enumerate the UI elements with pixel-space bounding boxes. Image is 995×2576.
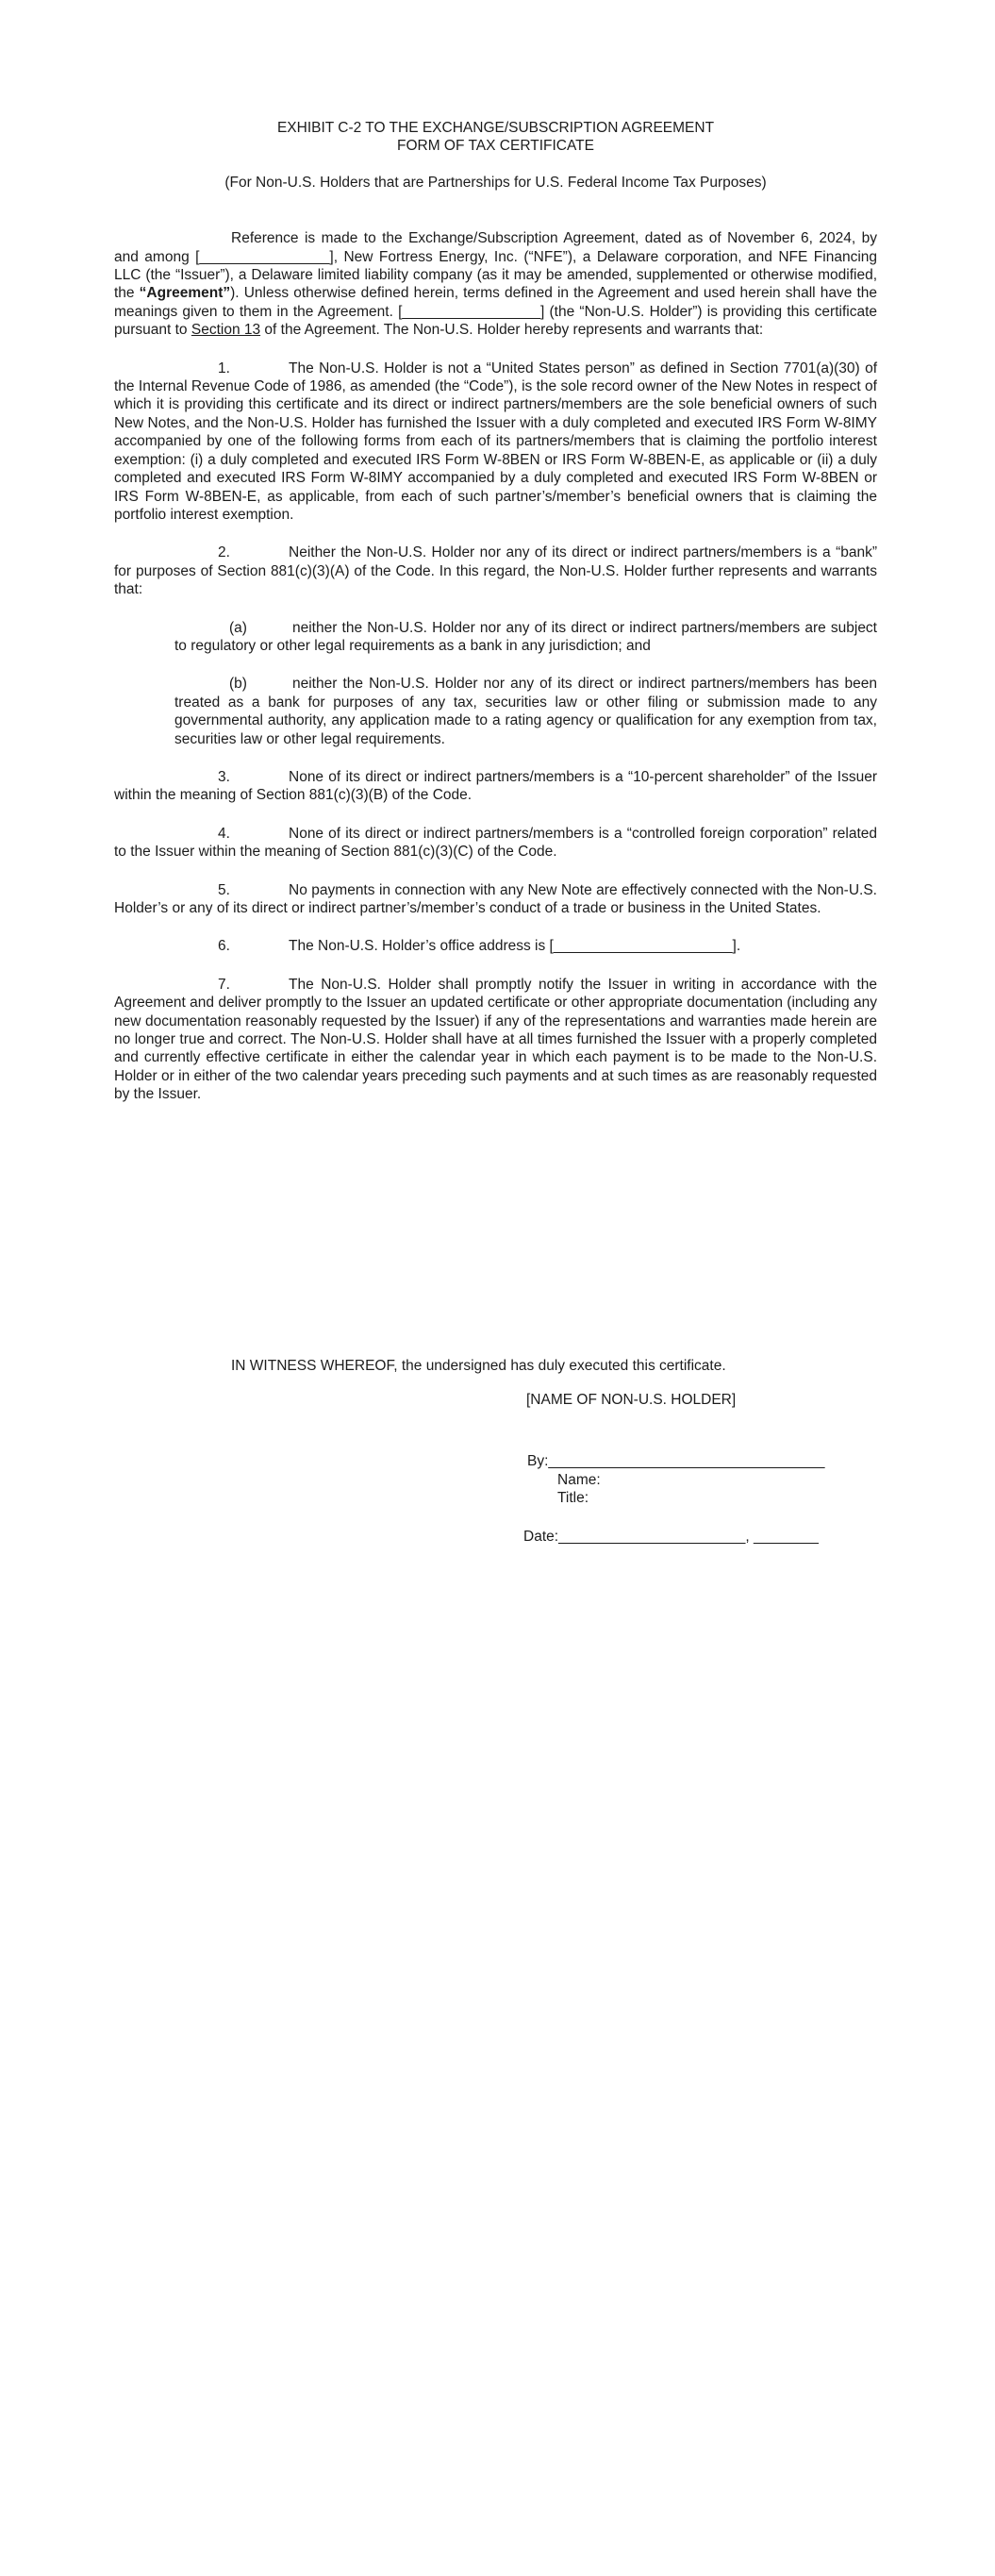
signature-by-line — [527, 1452, 877, 1470]
signature-blank-line: __________________________________ — [548, 1453, 825, 1470]
paragraph-number: 7. — [218, 976, 230, 993]
intro-paragraph — [114, 229, 877, 339]
paragraph-number: 6. — [218, 938, 230, 955]
title-line-1: EXHIBIT C-2 TO THE EXCHANGE/SUBSCRIPTION AGREEMENT — [276, 120, 715, 136]
paragraph-text: No payments in connection with any New Note are effectively connected with the Non-U.S. Holder’s or any of its direct or indirect partner’s/member’s conduct of a trade or business in the United States. — [114, 881, 877, 916]
paragraph-6 — [114, 937, 877, 955]
date-year-blank-line: ________ — [753, 1528, 819, 1545]
paragraph-letter: (a) — [229, 619, 247, 636]
date-comma: , — [745, 1528, 750, 1545]
paragraph-text: ]. — [732, 938, 741, 955]
blank-line: ______________________ — [553, 938, 733, 955]
paragraph-5 — [114, 881, 877, 918]
paragraph-number: 2. — [218, 544, 230, 561]
paragraph-number: 5. — [218, 881, 230, 898]
paragraph-text: The Non-U.S. Holder shall promptly notify the Issuer in writing in accordance with the Agreement and deliver promptly to the Issuer an updated certificate or other appropriate documentation (including any new documentation reasonably requested by the Issuer) if any of the representations and warranties made herein are no longer true and correct. The Non-U.S. Holder shall have at all times furnished the Issuer with a properly completed and currently effective certificate in either the calendar year in which each payment is to be made to the Non-U.S. Holder or in either of the two calendar years preceding such payments and at such times as are reasonably requested by the Issuer. — [114, 976, 877, 1103]
title-line-2: FORM OF TAX CERTIFICATE — [397, 138, 594, 155]
paragraph-text: The Non-U.S. Holder’s office address is [ — [289, 938, 554, 955]
intro-text: ). Unless otherwise defined herein, terms defined in the Agreement and used herein shall have the meanings given to them in the Agreement. [ — [114, 285, 878, 320]
blank-line: ________________ — [199, 248, 330, 265]
paragraph-2b — [174, 675, 877, 748]
paragraph-text: None of its direct or indirect partners/members is a “controlled foreign corporation” related to the Issuer within the meaning of Section 881(c)(3)(C) of the Code. — [114, 825, 877, 861]
paragraph-2 — [114, 544, 877, 598]
by-label: By: — [527, 1453, 549, 1470]
paragraph-3 — [114, 768, 877, 805]
paragraph-text: Neither the Non-U.S. Holder nor any of its direct or indirect partners/members is a “bank” for purposes of Section 881(c)(3)(A) of the Code. In this regard, the Non-U.S. Holder further represents and warrants that: — [114, 544, 877, 598]
signature-name-label: Name: — [557, 1471, 601, 1488]
paragraph-text: neither the Non-U.S. Holder nor any of its direct or indirect partners/members are subject to regulatory or other legal requirements as a bank in any jurisdiction; and — [174, 619, 877, 654]
witness-clause: IN WITNESS WHEREOF, the undersigned has duly executed this certificate. — [231, 1357, 726, 1374]
section-13-reference: Section 13 — [191, 322, 261, 339]
document-title — [114, 119, 877, 156]
paragraph-4 — [114, 825, 877, 861]
date-blank-line: _______________________ — [558, 1528, 746, 1545]
defined-term-agreement: “Agreement” — [139, 285, 231, 302]
paragraph-letter: (b) — [229, 676, 247, 693]
signature-title-label: Title: — [557, 1490, 589, 1507]
paragraph-number: 3. — [218, 768, 230, 785]
document-subtitle: (For Non-U.S. Holders that are Partnerships for U.S. Federal Income Tax Purposes) — [224, 174, 767, 191]
intro-text: ] (the “Non-U.S. Holder”) is providing this certificate pursuant to — [114, 303, 877, 339]
intro-text: Reference is made to the Exchange/Subscription Agreement, dated as of November 6, 2024, by and among [ — [114, 230, 877, 265]
paragraph-text: The Non-U.S. Holder is not a “United States person” as defined in Section 7701(a)(30) of the Internal Revenue Code of 1986, as amended (the “Code”), is the sole record owner of the New Notes in respect of which it is providing this certificate and its direct or indirect partners/members are the sole beneficial owners of such New Notes, and the Non-U.S. Holder has furnished the Issuer with a duly completed and executed IRS Form W-8IMY accompanied by one of the following forms from each of its partners/members that is claiming the portfolio interest exemption: (i) a duly completed and executed IRS Form W-8BEN or IRS Form W-8BEN-E, as applicable or (ii) a duly completed and executed IRS Form W-8IMY accompanied by a duly completed and executed IRS Form W-8BEN or IRS Form W-8BEN-E, as applicable, from each of such partner’s/member’s beneficial owners that is claiming the portfolio interest exemption. — [114, 360, 877, 523]
paragraph-number: 4. — [218, 825, 230, 842]
paragraph-number: 1. — [218, 360, 230, 376]
paragraph-text: None of its direct or indirect partners/members is a “10-percent shareholder” of the Issuer within the meaning of Section 881(c)(3)(B) of the Code. — [114, 768, 877, 804]
intro-text: ], New Fortress Energy, Inc. (“NFE”), a Delaware corporation, and NFE Financing LLC (the “Issuer”), a Delaware limited liability company (as it may be amended, supplemented or otherwise modified, the — [114, 248, 877, 302]
intro-text: of the Agreement. The Non-U.S. Holder hereby represents and warrants that: — [260, 322, 764, 339]
paragraph-1 — [114, 360, 877, 525]
blank-line: _________________ — [402, 303, 540, 320]
document-content — [114, 119, 877, 1546]
paragraph-2a — [174, 619, 877, 656]
holder-name-placeholder: [NAME OF NON-U.S. HOLDER] — [526, 1392, 737, 1409]
signature-date-line — [523, 1528, 877, 1546]
paragraph-text: neither the Non-U.S. Holder nor any of its direct or indirect partners/members has been treated as a bank for purposes of any tax, securities law or other filing or submission made to any governmental authority, any application made to a rating agency or qualification for any exemption from tax, securities law or other legal requirements. — [174, 676, 877, 747]
date-label: Date: — [523, 1528, 559, 1545]
paragraph-7 — [114, 976, 877, 1104]
